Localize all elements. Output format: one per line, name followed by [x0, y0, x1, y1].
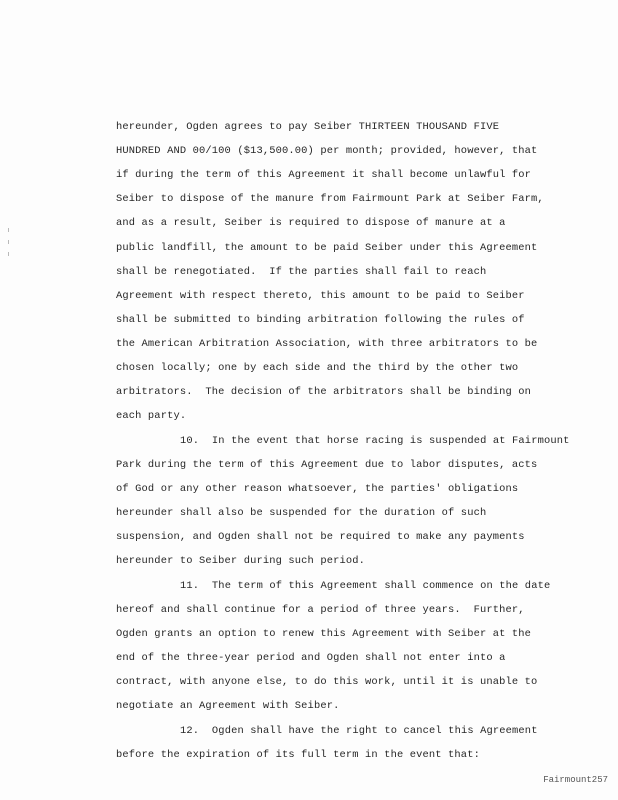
text-line: Ogden grants an option to renew this Agreement with Seiber at the	[116, 628, 532, 640]
text-line: shall be renegotiated. If the parties shall fail to reach	[116, 266, 487, 278]
text-line: of God or any other reason whatsoever, the parties' obligations	[116, 483, 519, 495]
text-line: end of the three-year period and Ogden shall not enter into a	[116, 652, 506, 664]
paragraph-12-start: 12. Ogden shall have the right to cancel this Agreement	[180, 725, 538, 737]
text-line: each party.	[116, 410, 187, 422]
text-line: hereunder, Ogden agrees to pay Seiber THIRTEEN THOUSAND FIVE	[116, 121, 500, 133]
text-line: hereof and shall continue for a period of three years. Further,	[116, 604, 525, 616]
paragraph-11-start: 11. The term of this Agreement shall commence on the date	[180, 580, 551, 592]
text-line: arbitrators. The decision of the arbitrators shall be binding on	[116, 386, 532, 398]
text-line: Park during the term of this Agreement due to labor disputes, acts	[116, 459, 538, 471]
text-line: the American Arbitration Association, with three arbitrators to be	[116, 338, 538, 350]
text-line: hereunder to Seiber during such period.	[116, 555, 366, 567]
text-line: suspension, and Ogden shall not be required to make any payments	[116, 531, 525, 543]
text-line: and as a result, Seiber is required to dispose of manure at a	[116, 217, 506, 229]
margin-mark	[8, 252, 9, 256]
text-line: Agreement with respect thereto, this amount to be paid to Seiber	[116, 290, 525, 302]
bates-number: Fairmount257	[543, 775, 608, 785]
text-line: HUNDRED AND 00/100 ($13,500.00) per month; provided, however, that	[116, 145, 538, 157]
text-line: chosen locally; one by each side and the third by the other two	[116, 362, 519, 374]
text-line: shall be submitted to binding arbitration following the rules of	[116, 314, 525, 326]
text-line: before the expiration of its full term in the event that:	[116, 749, 480, 761]
paragraph-10-start: 10. In the event that horse racing is suspended at Fairmount	[180, 435, 570, 447]
text-line: if during the term of this Agreement it shall become unlawful for	[116, 169, 532, 181]
text-line: contract, with anyone else, to do this work, until it is unable to	[116, 676, 538, 688]
margin-mark	[8, 240, 9, 244]
margin-mark	[8, 228, 9, 232]
text-line: Seiber to dispose of the manure from Fairmount Park at Seiber Farm,	[116, 193, 544, 205]
text-line: hereunder shall also be suspended for the duration of such	[116, 507, 487, 519]
text-line: public landfill, the amount to be paid Seiber under this Agreement	[116, 242, 538, 254]
text-line: negotiate an Agreement with Seiber.	[116, 700, 340, 712]
